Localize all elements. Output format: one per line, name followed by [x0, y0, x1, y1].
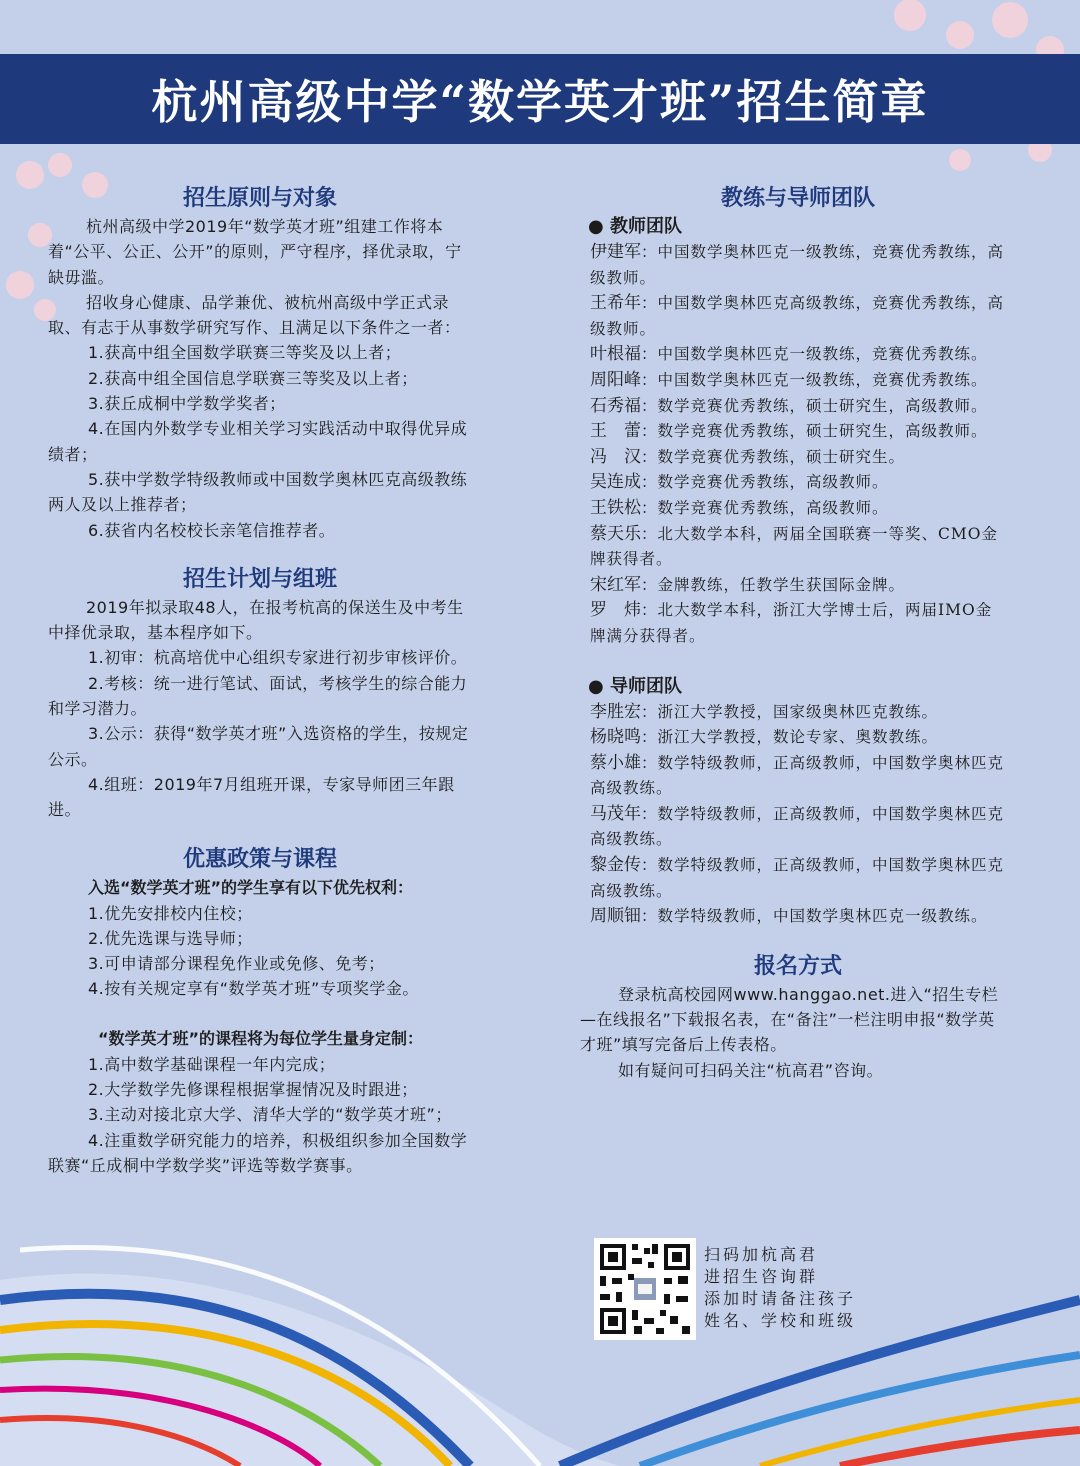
section-heading-team: 教练与导师团队	[720, 186, 875, 211]
mentor-name: 蔡小雄	[590, 752, 641, 773]
eligibility-item: 4.在国内外数学专业相关学习实践活动中取得优异成绩者；	[48, 419, 468, 464]
teacher-entry: 王 蕾：数学竞赛优秀教练，硕士研究生，高级教师。	[590, 421, 988, 442]
signup-contact: 如有疑问可扫码关注“杭高君”咨询。	[618, 1060, 884, 1080]
right-column	[580, 180, 1008, 1083]
teachers-heading: ● 教师团队	[588, 216, 682, 237]
mentor-entry: 马茂年：数学特级教师，正高级教师，中国数学奥林匹克高级教练。	[590, 803, 1005, 849]
title-banner	[0, 54, 1080, 144]
mentor-desc: 数学特级教师，正高级教师，中国数学奥林匹克高级教练。	[590, 856, 1005, 900]
section-heading-principles: 招生原则与对象	[182, 186, 337, 211]
teacher-entry: 吴连成：数学竞赛优秀教练，高级教师。	[590, 472, 889, 493]
mentors-heading: ● 导师团队	[588, 675, 682, 697]
teacher-entry: 宋红军：金牌教练，任教学生获国际金牌。	[590, 574, 906, 595]
teacher-desc: 数学竞赛优秀教练，硕士研究生。	[657, 447, 906, 466]
section-heading-plan: 招生计划与组班	[182, 566, 337, 592]
teacher-entry: 冯 汉：数学竞赛优秀教练，硕士研究生。	[590, 446, 906, 467]
qr-line: 进招生咨询群	[704, 1267, 819, 1286]
procedure-item: 4.组班：2019年7月组班开课，专家导师团三年跟进。	[48, 774, 455, 820]
section-heading-signup: 报名方式	[753, 953, 842, 979]
teacher-name: 罗 炜	[590, 600, 641, 621]
benefit-item: 3.可申请部分课程免作业或免修、免考；	[88, 954, 385, 974]
teacher-name: 石秀福	[590, 395, 641, 416]
teacher-name: 吴连成	[590, 472, 641, 493]
curriculum-item: 3.主动对接北京大学、清华大学的“数学英才班”；	[88, 1105, 452, 1125]
mentor-desc: 浙江大学教授，国家级奥林匹克教练。	[657, 702, 939, 721]
teacher-name: 周阳峰	[590, 369, 641, 390]
procedure-item: 2.考核：统一进行笔试、面试，考核学生的综合能力和学习潜力。	[48, 673, 468, 719]
section-heading-benefits: 优惠政策与课程	[182, 846, 337, 872]
mentors-list	[558, 700, 1008, 930]
benefits-subheading: 入选“数学英才班”的学生享有以下优先权利：	[88, 877, 414, 897]
procedure-item: 1.初审：杭高培优中心组织专家进行初步审核评价。	[88, 648, 468, 668]
qr-code[interactable]	[594, 1238, 696, 1340]
mentor-desc: 数学特级教师，正高级教师，中国数学奥林匹克高级教练。	[590, 804, 1005, 849]
teacher-name: 宋红军	[590, 574, 641, 595]
teacher-desc: 中国数学奥林匹克高级教练，竞赛优秀教练，高级教师。	[590, 294, 1005, 338]
eligibility-item: 1.获高中组全国数学联赛三等奖及以上者；	[88, 343, 402, 363]
mentor-name: 李胜宏	[590, 701, 641, 722]
teacher-name: 伊建军	[590, 242, 641, 262]
qr-instructions	[704, 1244, 856, 1332]
teacher-desc: 北大数学本科，浙江大学博士后，两届IMO金牌满分获得者。	[590, 601, 993, 645]
teacher-entry: 罗 炜：北大数学本科，浙江大学博士后，两届IMO金牌满分获得者。	[590, 600, 993, 645]
teacher-desc: 中国数学奥林匹克一级教练，竞赛优秀教练。	[657, 345, 988, 364]
curriculum-item: 2.大学数学先修课程根据掌握情况及时跟进；	[88, 1080, 418, 1100]
teacher-entry: 王铁松：数学竞赛优秀教练，高级教师。	[590, 497, 889, 518]
curriculum-subheading: “数学英才班”的课程将为每位学生量身定制：	[98, 1028, 424, 1048]
benefit-item: 2.优先选课与选导师；	[88, 928, 253, 948]
left-column	[48, 180, 472, 1178]
qr-line: 姓名、学校和班级	[704, 1311, 857, 1330]
benefit-item: 4.按有关规定享有“数学英才班”专项奖学金。	[88, 979, 419, 999]
plan-paragraph: 2019年拟录取48人，在报考杭高的保送生及中考生中择优录取，基本程序如下。	[48, 597, 464, 643]
eligibility-item: 2.获高中组全国信息学联赛三等奖及以上者；	[88, 368, 418, 388]
teacher-entry: 叶根福：中国数学奥林匹克一级教练，竞赛优秀教练。	[590, 344, 988, 365]
mentor-name: 周顺钿	[590, 906, 641, 927]
eligibility-item: 5.获中学数学特级教师或中国数学奥林匹克高级教练两人及以上推荐者；	[48, 469, 468, 515]
teacher-name: 蔡天乐	[590, 523, 641, 544]
teacher-name: 王铁松	[590, 497, 641, 518]
teacher-desc: 数学竞赛优秀教练，高级教师。	[657, 473, 889, 492]
mentor-entry: 蔡小雄：数学特级教师，正高级教师，中国数学奥林匹克高级教练。	[590, 752, 1005, 798]
eligibility-item: 3.获丘成桐中学数学奖者；	[88, 394, 286, 414]
teacher-desc: 北大数学本科，两届全国联赛一等奖、CMO金牌获得者。	[590, 524, 998, 569]
teacher-name: 王 蕾	[590, 421, 641, 442]
qr-code-icon	[594, 1238, 696, 1340]
teacher-desc: 中国数学奥林匹克一级教练，竞赛优秀教练。	[657, 370, 988, 389]
eligibility-paragraph: 招收身心健康、品学兼优、被杭州高级中学正式录取、有志于从事数学研究写作、且满足以下条件之一者：	[48, 292, 461, 338]
teacher-name: 叶根福	[590, 344, 641, 365]
teacher-desc: 数学竞赛优秀教练，硕士研究生，高级教师。	[657, 422, 988, 441]
teacher-desc: 金牌教练，任教学生获国际金牌。	[657, 575, 906, 594]
page-title: 杭州高级中学“数学英才班”招生简章	[151, 75, 929, 129]
teacher-desc: 中国数学奥林匹克一级教练，竞赛优秀教练，高级教师。	[590, 243, 1005, 287]
teachers-list	[558, 240, 1008, 650]
teacher-desc: 数学竞赛优秀教练，高级教师。	[657, 498, 889, 517]
teacher-name: 冯 汉	[590, 446, 641, 467]
qr-line: 扫码加杭高君	[704, 1245, 819, 1264]
procedure-item: 3.公示：获得“数学英才班”入选资格的学生，按规定公示。	[48, 724, 469, 769]
curriculum-item: 1.高中数学基础课程一年内完成；	[88, 1054, 336, 1074]
mentor-entry: 周顺钿：数学特级教师，中国数学奥林匹克一级教练。	[590, 906, 988, 927]
teacher-name: 王希年	[590, 293, 641, 314]
teacher-entry: 王希年：中国数学奥林匹克高级教练，竞赛优秀教练，高级教师。	[590, 293, 1005, 338]
teacher-desc: 数学竞赛优秀教练，硕士研究生，高级教师。	[657, 396, 988, 415]
teacher-entry: 蔡天乐：北大数学本科，两届全国联赛一等奖、CMO金牌获得者。	[590, 523, 998, 569]
principles-paragraph: 杭州高级中学2019年“数学英才班”组建工作将本着“公平、公正、公开”的原则，严守程序，择优录取，宁缺毋滥。	[48, 217, 462, 287]
qr-line: 添加时请备注孩子	[704, 1289, 857, 1308]
mentor-desc: 浙江大学教授，数论专家、奥数教练。	[657, 728, 939, 747]
mentor-entry: 杨晓鸣：浙江大学教授，数论专家、奥数教练。	[590, 727, 939, 748]
mentor-name: 马茂年	[590, 803, 641, 824]
mentor-name: 杨晓鸣	[590, 727, 641, 748]
eligibility-item: 6.获省内名校校长亲笔信推荐者。	[88, 520, 336, 540]
mentor-name: 黎金传	[590, 855, 641, 876]
signup-paragraph: 登录杭高校园网www.hanggao.net.进入“招生专栏—在线报名”下载报名表，在“备注”一栏注明申报“数学英才班”填写完备后上传表格。	[580, 984, 999, 1055]
teacher-entry: 周阳峰：中国数学奥林匹克一级教练，竞赛优秀教练。	[590, 369, 988, 390]
curriculum-item: 4.注重数学研究能力的培养，积极组织参加全国数学联赛“丘成桐中学数学奖”评选等数学赛事。	[48, 1130, 468, 1175]
teacher-entry: 石秀福：数学竞赛优秀教练，硕士研究生，高级教师。	[590, 395, 988, 416]
teacher-entry: 伊建军：中国数学奥林匹克一级教练，竞赛优秀教练，高级教师。	[590, 242, 1005, 287]
mentor-desc: 数学特级教师，中国数学奥林匹克一级教练。	[657, 907, 988, 926]
benefit-item: 1.优先安排校内住校；	[88, 903, 253, 923]
mentor-entry: 黎金传：数学特级教师，正高级教师，中国数学奥林匹克高级教练。	[590, 855, 1005, 900]
mentor-desc: 数学特级教师，正高级教师，中国数学奥林匹克高级教练。	[590, 753, 1005, 798]
mentor-entry: 李胜宏：浙江大学教授，国家级奥林匹克教练。	[590, 701, 939, 722]
